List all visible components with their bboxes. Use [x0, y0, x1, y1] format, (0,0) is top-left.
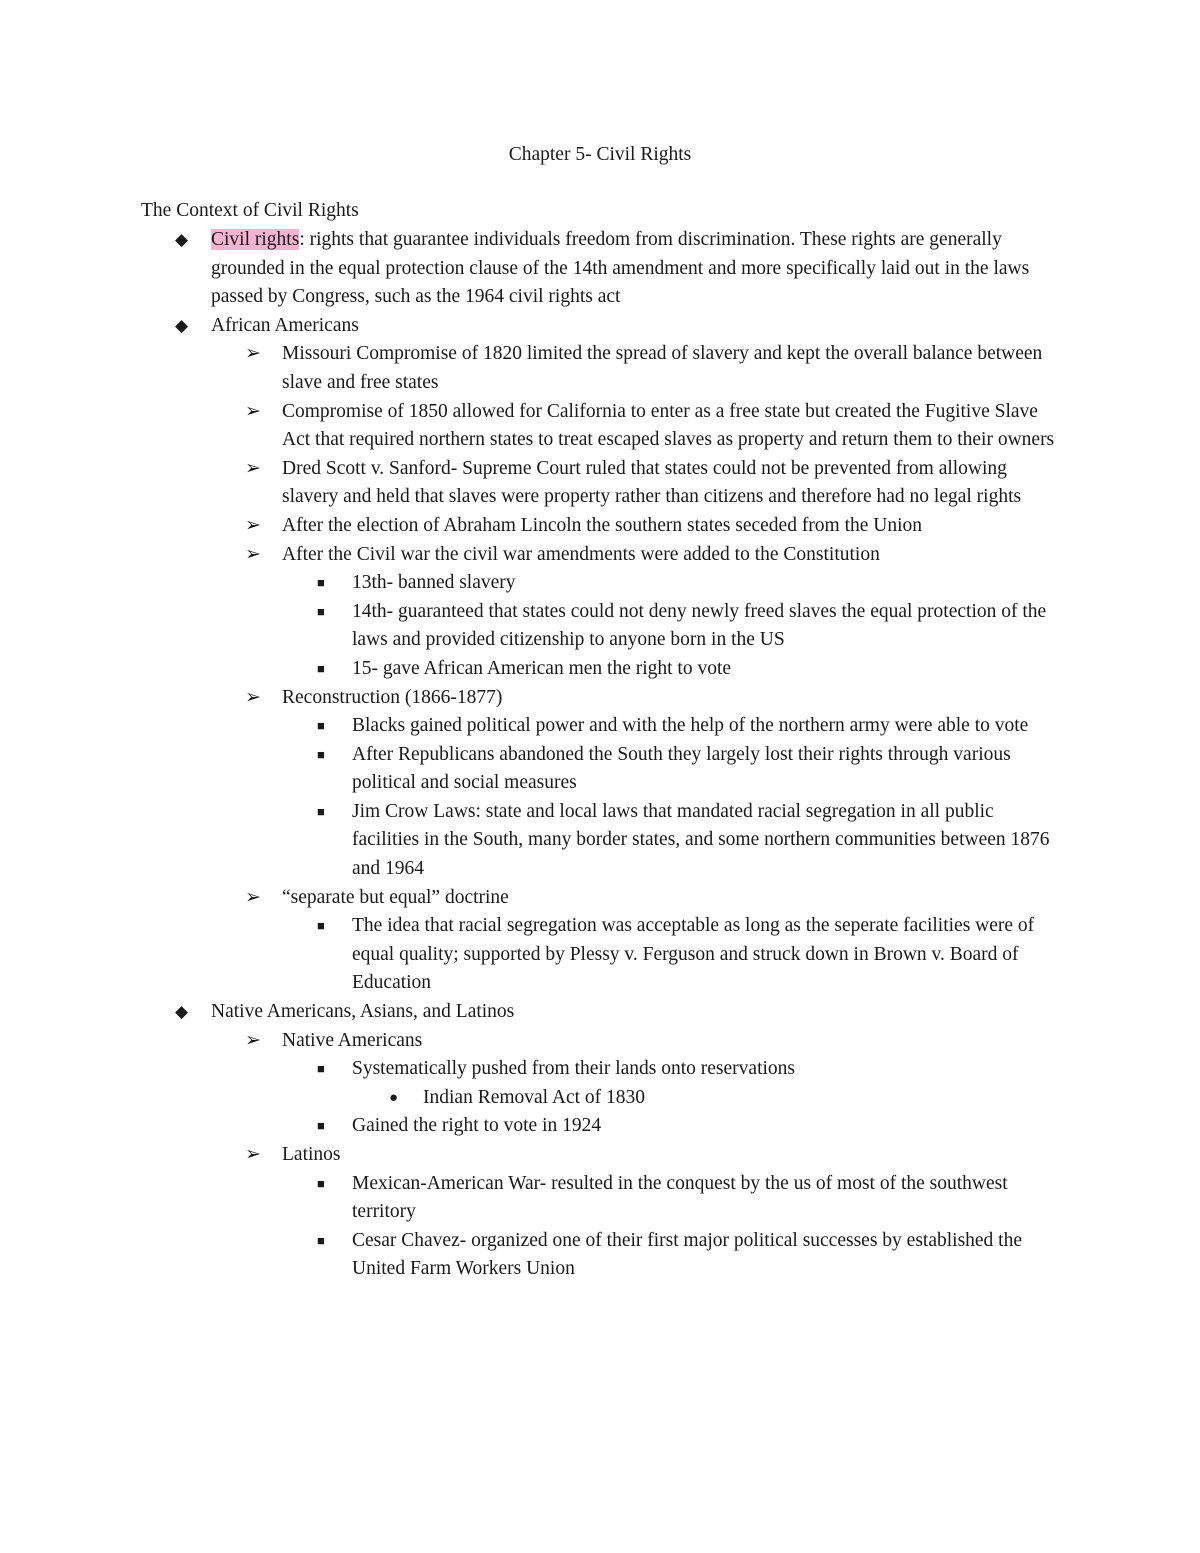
list-item-text: The idea that racial segregation was acceptable as long as the seperate facilities were of equal quality; supported by Plessy v. Ferguson and struck down in Brown v. Board of Education — [352, 915, 1035, 994]
list-item — [141, 1227, 1061, 1284]
square-bullet-icon: ■ — [317, 803, 325, 819]
arrow-bullet-icon: ➢ — [245, 886, 261, 908]
list-item-text: Cesar Chavez- organized one of their first major political successes by established the United Farm Workers Union — [352, 1229, 1023, 1280]
list-item-text: 15- gave African American men the right to vote — [352, 657, 732, 679]
list-item-text: Native Americans, Asians, and Latinos — [211, 1001, 515, 1023]
diamond-bullet-icon: ◆ — [175, 230, 189, 249]
list-item — [141, 312, 1061, 341]
highlighted-term: Civil rights — [211, 229, 300, 250]
arrow-bullet-icon: ➢ — [245, 343, 261, 365]
list-item-text: Mexican-American War- resulted in the conquest by the us of most of the southwest territory — [352, 1172, 1008, 1223]
list-item — [141, 998, 1061, 1027]
outline-list — [141, 226, 1061, 1284]
arrow-bullet-icon: ➢ — [245, 1144, 261, 1165]
list-item — [141, 798, 1061, 884]
square-bullet-icon: ■ — [317, 575, 325, 591]
square-bullet-icon: ■ — [317, 718, 325, 734]
list-item — [141, 1141, 1061, 1170]
list-item — [141, 512, 1061, 541]
page-title: Chapter 5- Civil Rights — [508, 144, 692, 165]
list-item-text: African Americans — [211, 314, 359, 336]
list-item — [141, 1055, 1061, 1084]
square-bullet-icon: ■ — [317, 660, 325, 676]
dot-bullet-icon: ● — [389, 1089, 399, 1106]
list-item-text: Native Americans — [282, 1029, 423, 1051]
list-item — [141, 226, 1061, 312]
list-item-text: Jim Crow Laws: state and local laws that mandated racial segregation in all public facilities in the South, many border states, and some northern communities between 1876 and 1964 — [352, 800, 1050, 880]
list-item-text: Missouri Compromise of 1820 limited the spread of slavery and kept the overall balance between slave and free states — [282, 343, 1043, 393]
arrow-bullet-icon: ➢ — [245, 457, 261, 479]
list-item — [141, 912, 1061, 998]
square-bullet-icon: ■ — [317, 1061, 325, 1077]
list-item-text: Blacks gained political power and with the help of the northern army were able to vote — [352, 715, 1029, 737]
square-bullet-icon: ■ — [317, 1118, 325, 1134]
definition-text: : rights that guarantee individuals freedom from discrimination. These rights are generally grounded in the equal protection clause of the 14th amendment and more specifically laid out in the laws passed by Congress, such as the 1964 civil rights act — [211, 229, 1030, 308]
list-item — [141, 598, 1061, 655]
list-item-text: After Republicans abandoned the South they largely lost their rights through various political and social measures — [352, 743, 1011, 794]
list-item — [141, 340, 1061, 397]
list-item-text: Indian Removal Act of 1830 — [423, 1086, 646, 1108]
arrow-bullet-icon: ➢ — [245, 400, 261, 422]
list-item — [141, 655, 1061, 684]
list-item-text: After the Civil war the civil war amendments were added to the Constitution — [282, 543, 880, 565]
list-item — [141, 455, 1061, 512]
section-heading: The Context of Civil Rights — [141, 200, 359, 221]
arrow-bullet-icon: ➢ — [245, 543, 261, 565]
list-item-text: Dred Scott v. Sanford- Supreme Court ruled that states could not be prevented from allowing slavery and held that slaves were property rather than citizens and therefore had no legal rights — [282, 457, 1022, 508]
list-item — [141, 884, 1061, 913]
list-item — [141, 741, 1061, 798]
diamond-bullet-icon: ◆ — [175, 1002, 189, 1022]
arrow-bullet-icon: ➢ — [245, 686, 261, 708]
list-item — [141, 569, 1061, 598]
list-item-text: Reconstruction (1866-1877) — [282, 686, 503, 708]
list-item — [141, 712, 1061, 741]
arrow-bullet-icon: ➢ — [245, 1029, 261, 1051]
list-item-text: After the election of Abraham Lincoln the southern states seceded from the Union — [282, 514, 923, 536]
list-item-text: Compromise of 1850 allowed for California to enter as a free state but created the Fugitive Slave Act that required northern states to treat escaped slaves as property and return them to their owners — [282, 400, 1055, 451]
list-item-text: Gained the right to vote in 1924 — [352, 1115, 602, 1137]
square-bullet-icon: ■ — [317, 603, 325, 619]
list-item — [141, 398, 1061, 455]
list-item — [141, 684, 1061, 713]
arrow-bullet-icon: ➢ — [245, 514, 261, 536]
square-bullet-icon: ■ — [317, 918, 325, 934]
list-item — [141, 1027, 1061, 1056]
list-item — [141, 1084, 1061, 1113]
list-item-text: 13th- banned slavery — [352, 572, 516, 594]
list-item-text: 14th- guaranteed that states could not deny newly freed slaves the equal protection of the laws and provided citizenship to anyone born in the US — [352, 600, 1047, 651]
list-item-text: Systematically pushed from their lands onto reservations — [352, 1058, 795, 1080]
square-bullet-icon: ■ — [317, 746, 325, 762]
diamond-bullet-icon: ◆ — [175, 315, 189, 335]
list-item — [141, 541, 1061, 570]
list-item-text: “separate but equal” doctrine — [282, 886, 509, 908]
square-bullet-icon: ■ — [317, 1175, 325, 1191]
square-bullet-icon: ■ — [317, 1232, 325, 1248]
list-item — [141, 1112, 1061, 1141]
list-item — [141, 1170, 1061, 1227]
list-item-text: Latinos — [282, 1144, 341, 1165]
